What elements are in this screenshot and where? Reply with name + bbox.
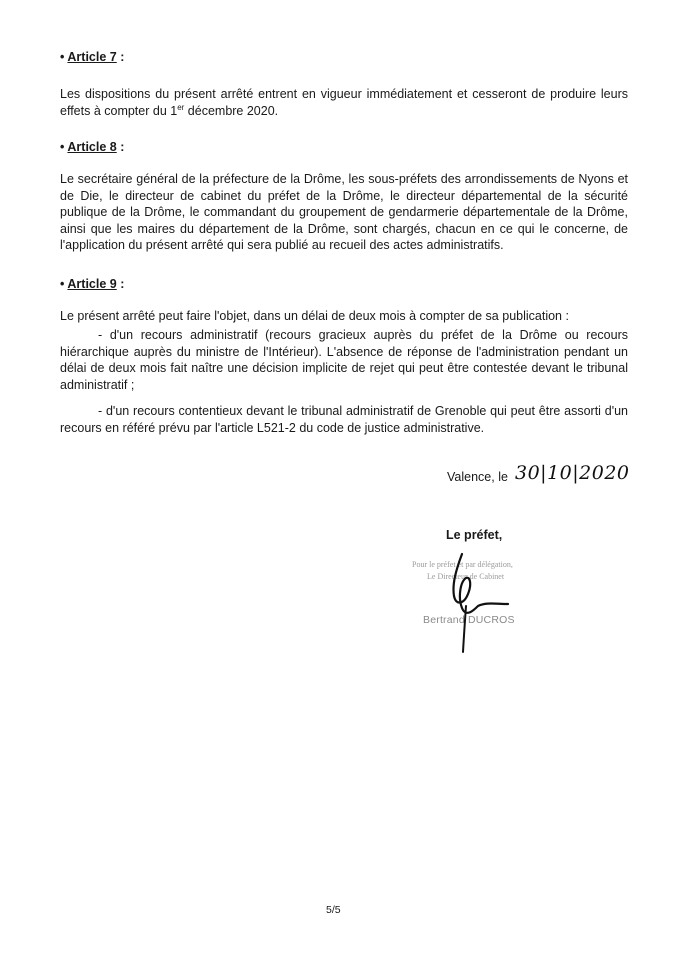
article-7-bullet: • [60, 50, 65, 64]
article-7-heading [60, 50, 124, 64]
article-9-bullet: • [60, 277, 65, 291]
article-8-bullet: • [60, 140, 65, 154]
article-7-text [60, 86, 628, 119]
handwritten-signature [440, 548, 520, 658]
stamp-signer-name: Bertrand DUCROS [423, 614, 515, 626]
article-8-title: Article 8 [67, 140, 117, 154]
article-7-colon: : [116, 50, 125, 64]
article-9-colon: : [116, 277, 125, 291]
article-9-heading [60, 277, 124, 291]
article-9-intro: Le présent arrêté peut faire l'objet, dans un délai de deux mois à compter de sa publication : [60, 309, 569, 323]
article-7-title: Article 7 [67, 50, 117, 64]
article-7-text-sup: er [177, 102, 185, 112]
stamp-line-1: Pour le préfet et par délégation, [412, 560, 513, 569]
article-9-recours-administratif: - d'un recours administratif (recours gracieux auprès du préfet de la Drôme ou recours hiérarchique auprès du ministre de l'Intérieur). L'absence de réponse de l'administration pendant un délai de deux mois fait naître une décision implicite de rejet qui peut être contestée devant le tribunal administratif ; [60, 328, 628, 392]
article-8-colon: : [116, 140, 125, 154]
signer-title: Le préfet, [446, 528, 503, 542]
article-7-text-a: Les dispositions du présent arrêté entrent en vigueur immédiatement et cesseront de produire leurs effets à compter du 1 [60, 87, 628, 118]
article-9-title: Article 9 [67, 277, 117, 291]
article-7-text-b: décembre 2020. [184, 103, 279, 118]
article-8-text: Le secrétaire général de la préfecture de la Drôme, les sous-préfets des arrondissements de Nyons et de Die, le directeur de cabinet du préfet de la Drôme, le directeur départemental de la sécurité publique de la Drôme, le commandant du groupement de gendarmerie départementale de la Drôme, ainsi que les maires du département de la Drôme, sont chargés, chacun en ce qui le concerne, de l'application du présent arrêté qui sera publié au recueil des actes administratifs. [60, 172, 628, 252]
handwritten-date: 30|10|2020 [515, 462, 630, 484]
article-9-recours-contentieux: - d'un recours contentieux devant le tribunal administratif de Grenoble qui peut être assorti d'un recours en référé prévu par l'article L521-2 du code de justice administrative. [60, 404, 628, 435]
place-date-label: Valence, le [447, 470, 508, 484]
stamp-line-2: Le Directeur de Cabinet [427, 572, 505, 581]
page-number: 5/5 [326, 904, 341, 916]
article-8-heading [60, 140, 124, 154]
